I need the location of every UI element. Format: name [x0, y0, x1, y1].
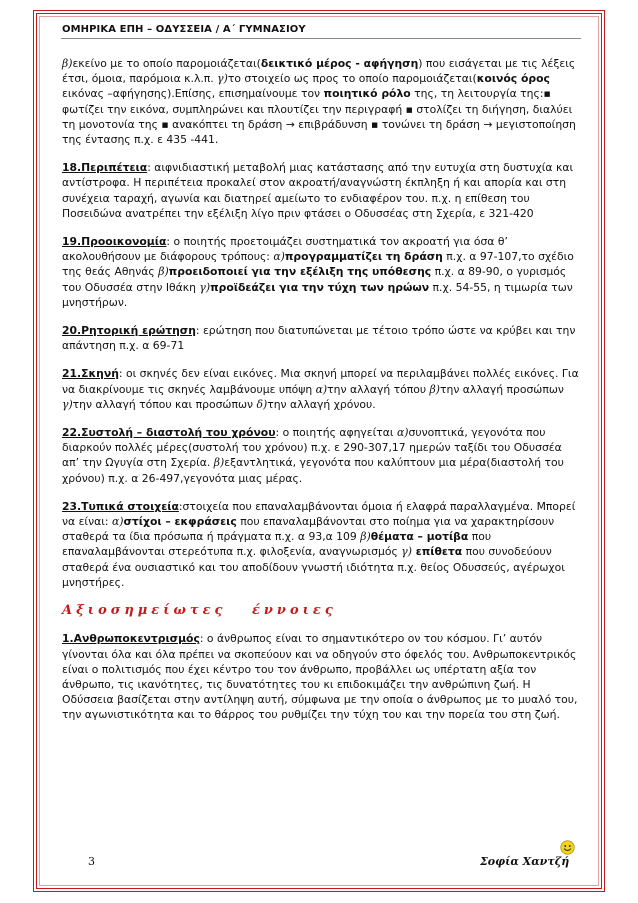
heading-18: 18.Περιπέτεια — [62, 161, 148, 175]
heading-20: 20.Ρητορική ερώτηση — [62, 324, 196, 338]
document-body — [62, 56, 580, 736]
paragraph-22: 22.Συστολή – διαστολή του χρόνου: ο ποιητής αφηγείται α)συνοπτικά, γεγονότα που διαρκούν πολλές μέρες(συστολή του χρόνου) π.χ. ε 290-307,17 ημερών ταξίδι του Οδυσσέα απ’ την Ωγυγία στη Σχερία. β)εξαντλητικά, γεγονότα που καλύπτουν μια μέρα(διαστολή του χρόνου) π.χ. α 26-497,γεγονότα μιας μέρας. — [62, 426, 564, 485]
paragraph-1: 1.Ανθρωποκεντρισμός: ο άνθρωπος είναι το σημαντικότερο ον του κόσμου. Γι’ αυτόν γίνονται όλα και όλα πρέπει να σκοπεύουν και να οδηγούν στο όφελός του. Ανθρωποκεντρικός είναι ο πολιτισμός που έχει κέντρο του τον άνθρωπο, προβάλλει ως υπέρτατη αξία τον άνθρωπο, τις ικανότητες, τις δυνατότητες του κι επιδοκιμάζει την ανθρώπινη ζωή. Η Οδύσσεια βασίζεται στην αντίληψη αυτή, σύμφωνα με την οποία ο άνθρωπος με το μυαλό του, την αγωνιστικότητα και το θάρρος του ρυθμίζει την τύχη του και την πορεία του στη ζωή. — [62, 632, 578, 722]
smiley-icon — [560, 840, 575, 855]
section-title: Αξιοσημείωτες έννοιες — [62, 603, 337, 619]
marker-beta: β) — [62, 57, 73, 70]
paragraph-18: 18.Περιπέτεια: αιφνιδιαστική μεταβολή μιας κατάστασης από την ευτυχία στη δυστυχία και αντίστροφα. Η περιπέτεια προκαλεί στον ακροατή/αναγνώστη έκπληξη ή και απορία και στη συνέχεια ταραχή, αγωνία και διατηρεί αμείωτο το ενδιαφέρον του. π.χ. η επίθεση του Ποσειδώνα ανατρέπει την εξέλιξη λίγο πριν φτάσει ο Οδυσσέας στη Σχερία, ε 321-420 — [62, 161, 574, 220]
paragraph-21: 21.Σκηνή: οι σκηνές δεν είναι εικόνες. Μια σκηνή μπορεί να περιλαμβάνει πολλές εικόνες. Για να διακρίνουμε τις σκηνές λαμβάνουμε υπόψη α)την αλλαγή τόπου β)την αλλαγή προσώπων γ)την αλλαγή τόπου και προσώπων δ)την αλλαγή χρόνου. — [62, 367, 579, 411]
heading-22: 22.Συστολή – διαστολή του χρόνου — [62, 426, 276, 440]
heading-19: 19.Προοικονομία — [62, 235, 167, 249]
heading-21: 21.Σκηνή — [62, 367, 119, 381]
author-name: Σοφία Χαντζή — [480, 855, 570, 868]
page-header: ΟΜΗΡΙΚΑ ΕΠΗ – ΟΔΥΣΣΕΙΑ / Α΄ ΓΥΜΝΑΣΙΟΥ — [62, 24, 306, 35]
header-divider — [61, 38, 581, 39]
paragraph-20: 20.Ρητορική ερώτηση: ερώτηση που διατυπώνεται με τέτοιο τρόπο ώστε να κρύβει και την απάντηση π.χ. α 69-71 — [62, 324, 576, 353]
paragraph-19: 19.Προοικονομία: ο ποιητής προετοιμάζει συστηματικά τον ακροατή για όσα θ’ ακολουθήσουν με διάφορους τρόπους: α)προγραμματίζει τη δράση π.χ. α 97-107,το σχέδιο της θεάς Αθηνάς β)προειδοποιεί για την εξέλιξη της υπόθεσης π.χ. α 89-90, ο γυρισμός του Οδυσσέα στην Ιθάκη γ)προϊδεάζει για την τύχη των ηρώων π.χ. 54-55, η τιμωρία των μνηστήρων. — [62, 235, 574, 309]
paragraph-23: 23.Τυπικά στοιχεία:στοιχεία που επαναλαμβάνονται όμοια ή ελαφρά παραλλαγμένα. Μπορεί να είναι: α)στίχοι – εκφράσεις που επαναλαμβάνονται στο ποίημα για να χαρακτηρίσουν σταθερά τα ίδια πρόσωπα ή πράγματα π.χ. α 93,α 109 β)θέματα – μοτίβα που επαναλαμβάνονται στερεότυπα π.χ. φιλοξενία, αναγνωρισμός γ) επίθετα που συνοδεύουν σταθερά ένα ουσιαστικό και του αποδίδουν γνωστή ιδιότητα π.χ. θείος Οδυσσεύς, αγέρωχοι μνηστήρες. — [62, 499, 576, 589]
term-koinos-oros: κοινός όρος — [476, 72, 550, 86]
term-poiitikos-rolos: ποιητικό ρόλο — [323, 87, 411, 101]
heading-1: 1.Ανθρωποκεντρισμός — [62, 632, 200, 646]
term-deiktiko: δεικτικό μέρος - αφήγηση — [260, 57, 419, 70]
marker-gamma: γ) — [217, 72, 228, 86]
heading-23: 23.Τυπικά στοιχεία — [62, 499, 179, 513]
page-number: 3 — [88, 855, 95, 868]
paragraph-intro: β)εκείνο με το οποίο παρομοιάζεται(δεικτικό μέρος - αφήγηση) που εισάγεται με τις λέξεις έτσι, όμοια, παρόμοια κ.λ.π. γ)το στοιχείο ως προς το οποίο παρομοιάζεται(κοινός όρος εικόνας –αφήγησης).Επίσης, επισημαίνουμε τον ποιητικό ρόλο της, τη λειτουργία της:▪ φωτίζει την εικόνα, συμπληρώνει και πλουτίζει την περιγραφή ▪ στολίζει τη διήγηση, διαλύει τη μονοτονία της ▪ ανακόπτει τη δράση → επιβράδυνση ▪ τονώνει τη δράση → μεγιστοποίηση της έντασης π.χ. ε 435 -441. — [62, 57, 576, 147]
